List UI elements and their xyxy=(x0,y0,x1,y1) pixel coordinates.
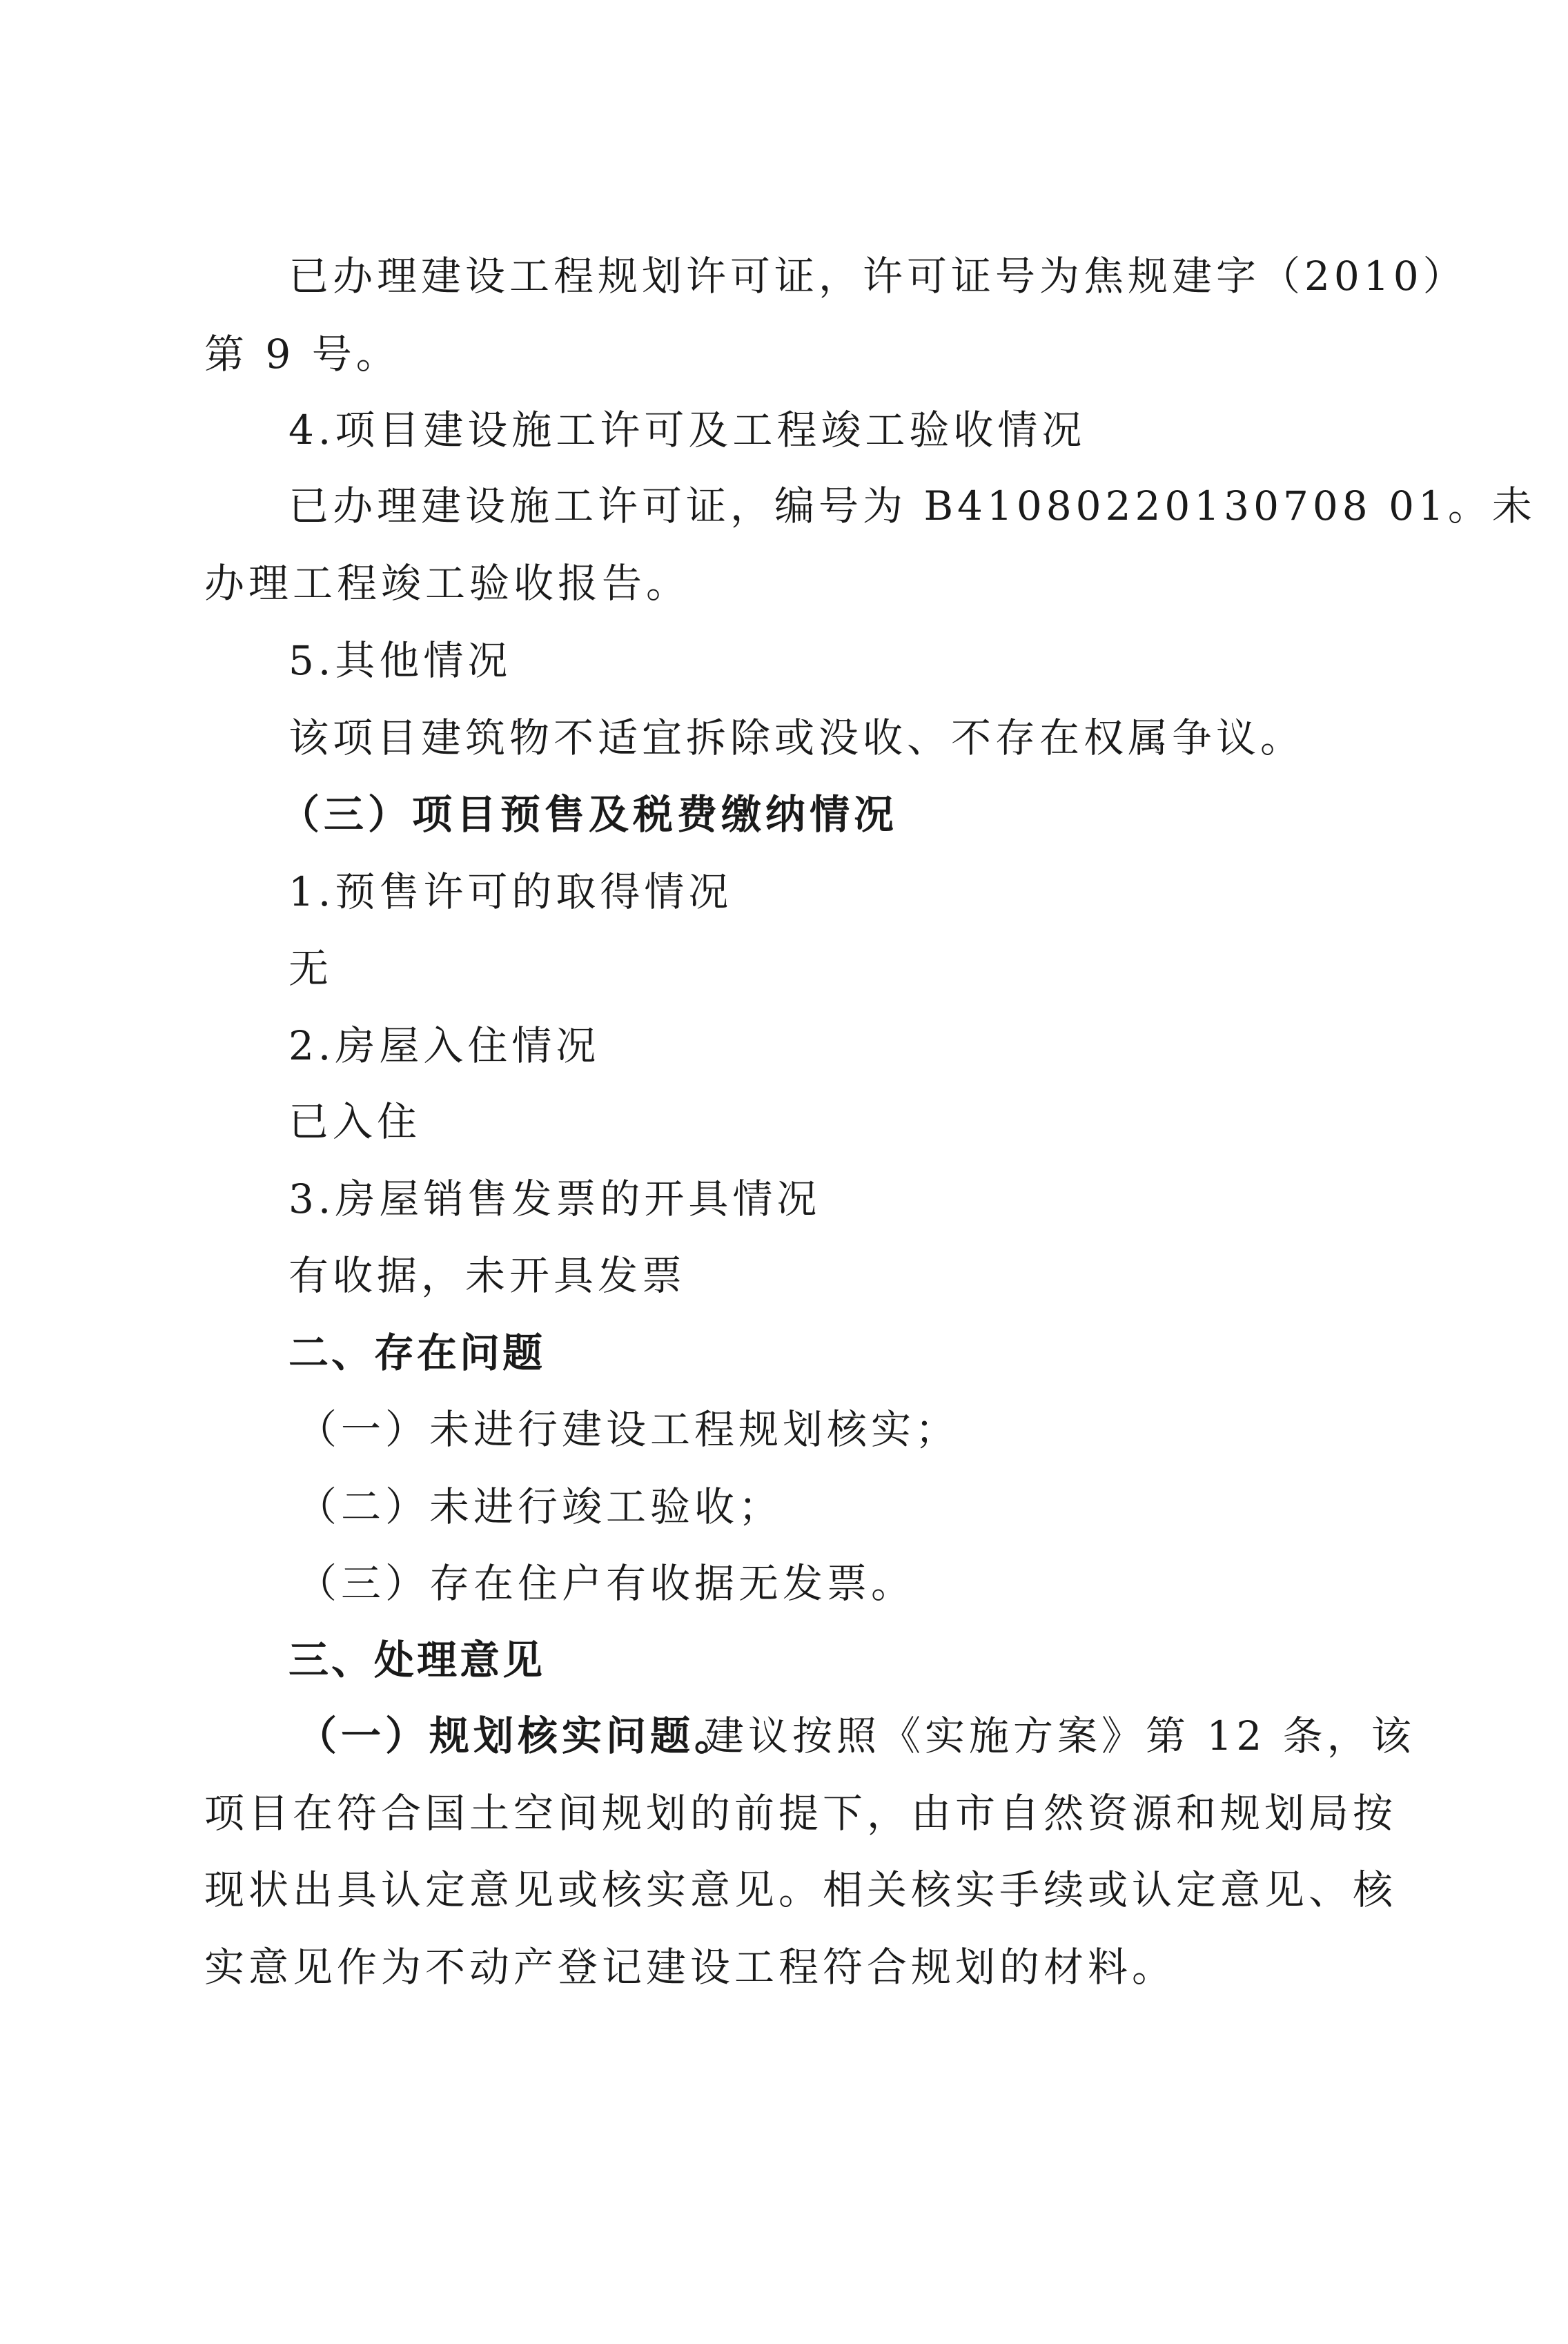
paragraph-line: 实意见作为不动产登记建设工程符合规划的材料。 xyxy=(204,1944,1177,1991)
paragraph-line: 已办理建设施工许可证，编号为 B41080220130708 01。未 xyxy=(288,482,1536,529)
section-subheading: 3.房屋销售发票的开具情况 xyxy=(288,1175,821,1222)
section-subheading: 5.其他情况 xyxy=(288,637,512,684)
paragraph-line: 有收据，未开具发票 xyxy=(288,1252,687,1299)
paragraph-line: 项目在符合国土空间规划的前提下，由市自然资源和规划局按 xyxy=(204,1790,1398,1837)
paragraph-line: 该项目建筑物不适宜拆除或没收、不存在权属争议。 xyxy=(288,714,1305,761)
paragraph-lead: （一）规划核实问题。 xyxy=(297,1712,739,1759)
paragraph-line: 办理工程竣工验收报告。 xyxy=(204,560,691,607)
paragraph-line: 无 xyxy=(288,945,333,992)
section-subheading: 4.项目建设施工许可及工程竣工验收情况 xyxy=(288,407,1086,453)
paragraph-line: 已入住 xyxy=(288,1098,422,1145)
paragraph-line: 已办理建设工程规划许可证，许可证号为焦规建字（2010） xyxy=(288,253,1467,300)
list-item: （三）存在住户有收据无发票。 xyxy=(297,1560,916,1607)
section-subheading: 1.预售许可的取得情况 xyxy=(288,868,733,915)
paragraph-line: 现状出具认定意见或核实意见。相关核实手续或认定意见、核 xyxy=(204,1866,1398,1913)
list-item: （二）未进行竣工验收； xyxy=(297,1483,783,1530)
section-subheading: 2.房屋入住情况 xyxy=(288,1022,600,1069)
paragraph-line: 建议按照《实施方案》第 12 条，该 xyxy=(704,1712,1415,1759)
main-heading: 三、处理意见 xyxy=(288,1637,546,1683)
section-heading: （三）项目预售及税费缴纳情况 xyxy=(280,791,899,838)
paragraph-line: 第 9 号。 xyxy=(204,331,400,378)
main-heading: 二、存在问题 xyxy=(288,1329,546,1376)
list-item: （一）未进行建设工程规划核实； xyxy=(297,1406,960,1453)
